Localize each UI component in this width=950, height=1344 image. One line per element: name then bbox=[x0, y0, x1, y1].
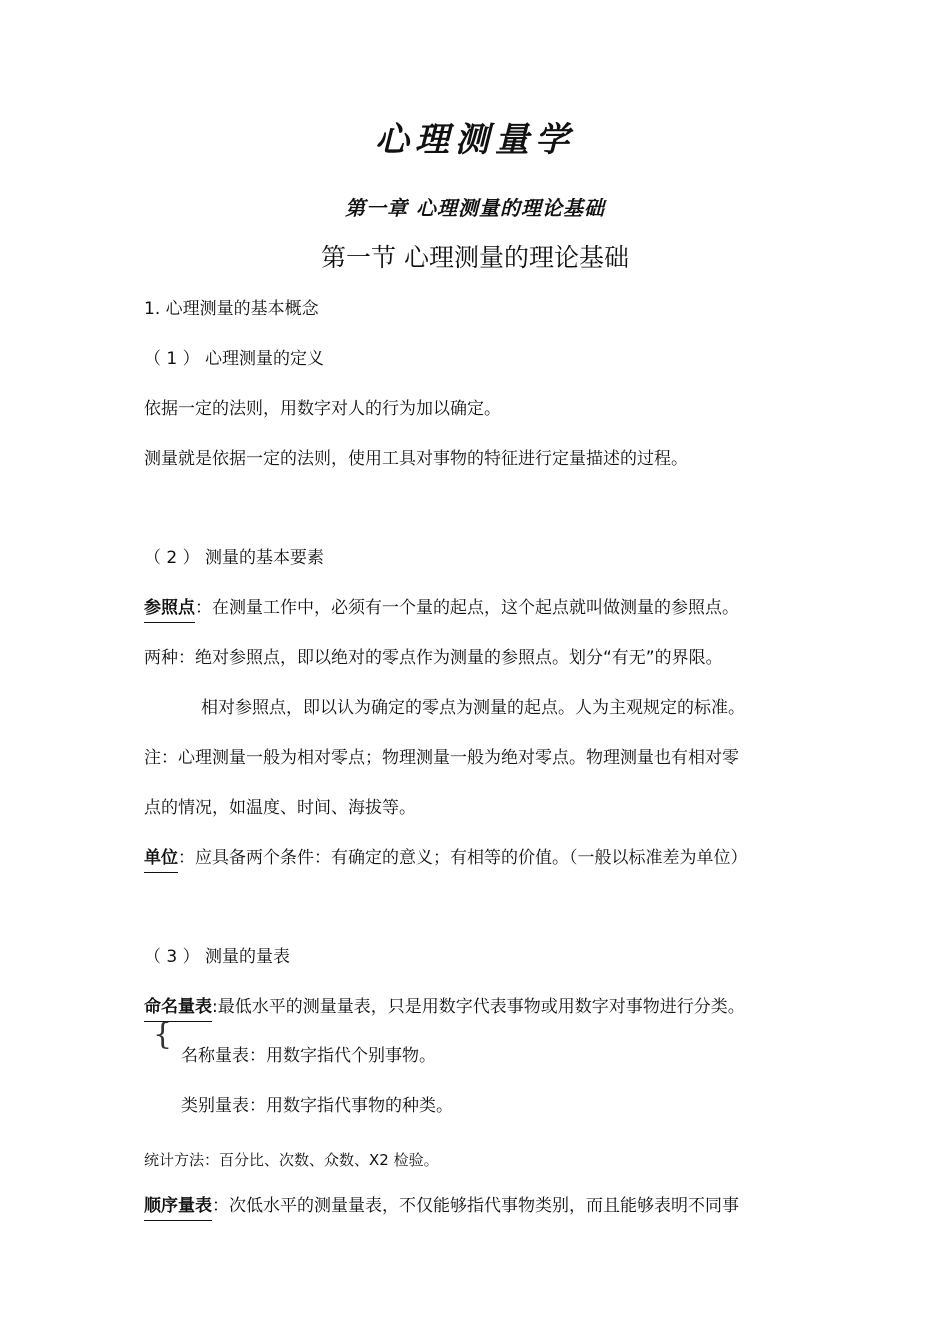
unit-term: 单位 bbox=[144, 846, 178, 873]
relative-point-text: 相对参照点，即以认为确定的零点为测量的起点。人为主观规定的标准。 bbox=[201, 698, 745, 718]
nominal-scale-term: 命名量表 bbox=[144, 995, 212, 1022]
note-line-2: 点的情况，如温度、时间、海拔等。 bbox=[144, 798, 416, 818]
unit-text: ：应具备两个条件：有确定的意义；有相等的价值。（一般以标准差为单位） bbox=[178, 848, 748, 868]
ordinal-scale-paragraph bbox=[144, 1194, 739, 1221]
reference-point-term: 参照点 bbox=[144, 596, 195, 623]
ordinal-scale-term: 顺序量表 bbox=[144, 1194, 212, 1221]
statistics-methods-text: 统计方法：百分比、次数、众数、X2 检验。 bbox=[144, 1151, 439, 1169]
unit-paragraph bbox=[144, 846, 748, 873]
ordinal-scale-text: ：次低水平的测量量表，不仅能够指代事物类别，而且能够表明不同事 bbox=[212, 1196, 739, 1216]
section-heading: 第一节 心理测量的理论基础 bbox=[321, 243, 629, 272]
brace-symbol: { bbox=[153, 1017, 173, 1052]
note-line-1: 注：心理测量一般为相对零点；物理测量一般为绝对零点。物理测量也有相对零 bbox=[144, 748, 739, 768]
definition-text-1: 依据一定的法则，用数字对人的行为加以确定。 bbox=[144, 399, 501, 419]
nominal-scale-text: :最低水平的测量量表，只是用数字代表事物或用数字对事物进行分类。 bbox=[212, 997, 745, 1017]
two-kinds-text: 两种：绝对参照点，即以绝对的零点作为测量的参照点。划分“有无”的界限。 bbox=[144, 648, 723, 668]
definition-text-2: 测量就是依据一定的法则，使用工具对事物的特征进行定量描述的过程。 bbox=[144, 449, 688, 469]
heading-basic-concepts: 1. 心理测量的基本概念 bbox=[144, 299, 319, 319]
reference-point-text: ：在测量工作中，必须有一个量的起点，这个起点就叫做测量的参照点。 bbox=[195, 598, 739, 618]
name-scale-text: 名称量表：用数字指代个别事物。 bbox=[181, 1046, 436, 1066]
nominal-scale-paragraph bbox=[144, 995, 745, 1022]
heading-scales: （ 3 ） 测量的量表 bbox=[144, 947, 291, 967]
category-scale-text: 类别量表：用数字指代事物的种类。 bbox=[181, 1096, 453, 1116]
heading-definition: （ 1 ） 心理测量的定义 bbox=[144, 349, 325, 369]
heading-elements: （ 2 ） 测量的基本要素 bbox=[144, 548, 325, 568]
reference-point-paragraph bbox=[144, 596, 739, 623]
chapter-heading: 第一章 心理测量的理论基础 bbox=[345, 196, 605, 220]
document-title: 心理测量学 bbox=[375, 120, 575, 160]
